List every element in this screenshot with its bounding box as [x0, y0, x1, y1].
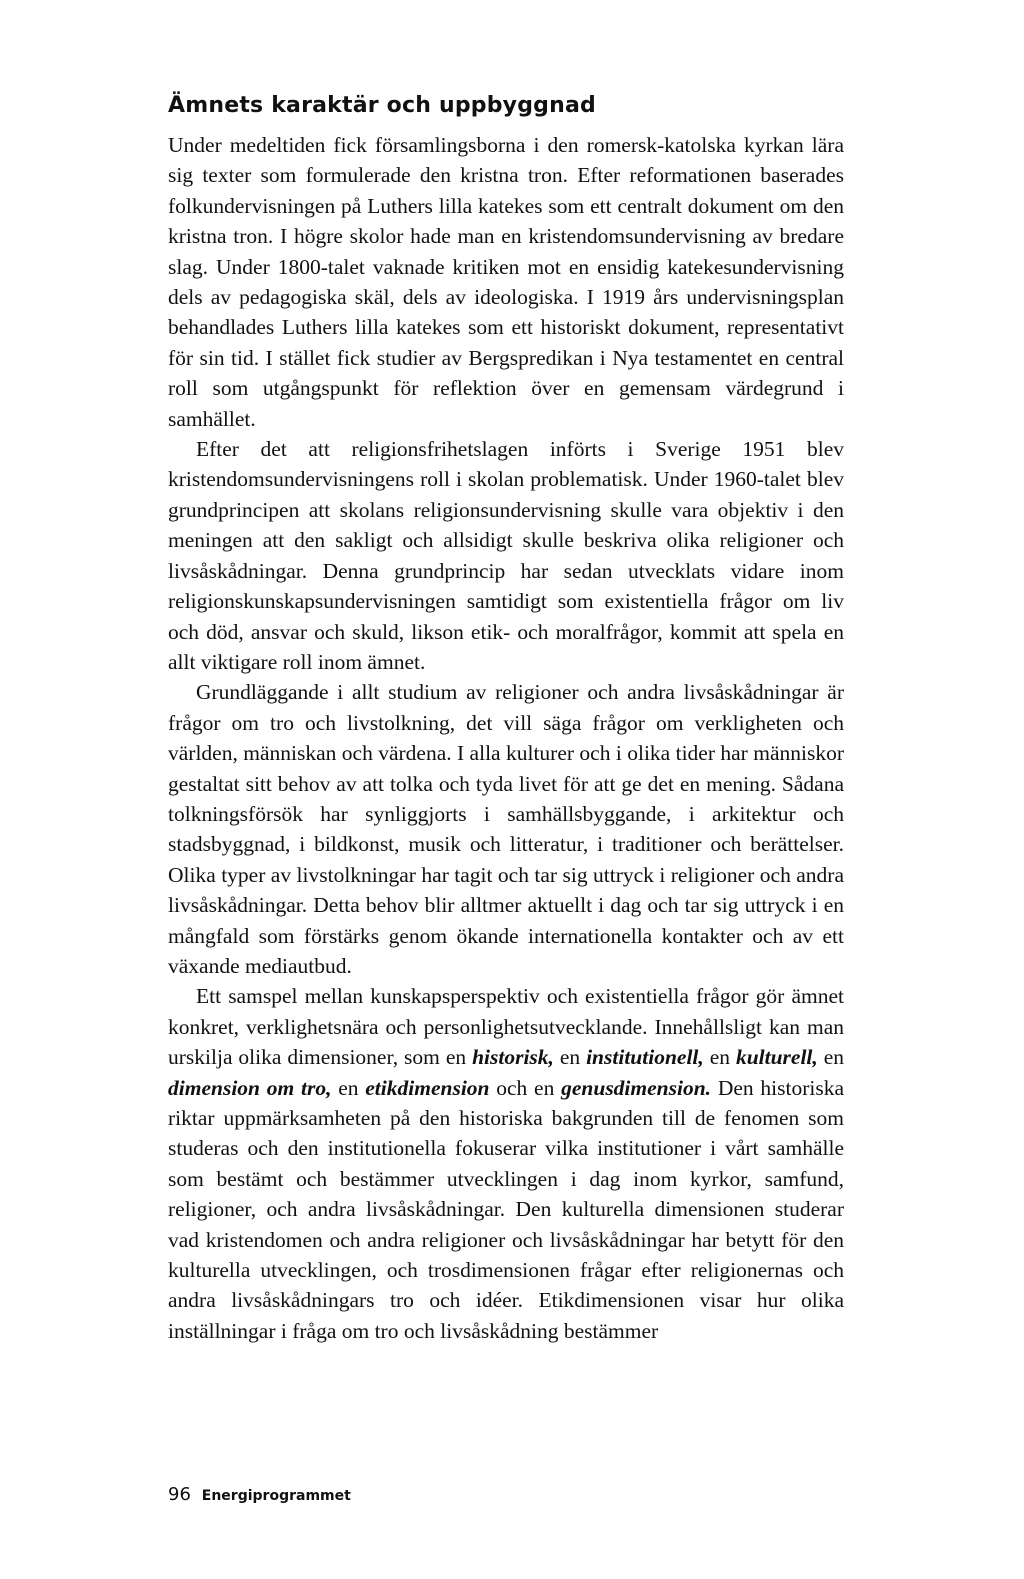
paragraph-1: Under medeltiden fick församlingsborna i den romersk-katolska kyrkan lära sig texter som formulerade den kristna tron. Efter reformationen baserades folkundervisningen på Luthers lilla katekes som ett centralt dokument om den kristna tron. I högre skolor hade man en kristendomsundervisning av bredare slag. Under 1800-talet vaknade kritiken mot en ensidig katekesundervisning dels av pedagogiska skäl, dels av ideologiska. I 1919 års undervisningsplan behandlades Luthers lilla katekes som ett historiskt dokument, representativt för sin tid. I stället fick studier av Bergspredikan i Nya testamentet en central roll som utgångspunkt för reflektion över en gemensam värdegrund i samhället.: [168, 133, 844, 431]
term-institutionell: institutionell,: [586, 1045, 704, 1070]
paragraph-2: Efter det att religionsfrihetslagen införts i Sverige 1951 blev kristendomsundervisningens roll i skolan problematisk. Under 1960-talet blev grundprincipen att skolans religionsundervisning skulle vara objektiv i den meningen att den sakligt och allsidigt skulle beskriva olika religioner och livsåskådningar. Denna grundprincip har sedan utvecklats vidare inom religionskunskapsundervisningen samtidigt som existentiella frågor om liv och död, ansvar och skuld, likson etik- och moralfrågor, kommit att spela en allt viktigare roll inom ämnet.: [168, 437, 844, 674]
paragraph-4-text: och en: [489, 1075, 562, 1100]
paragraph-4-text: en: [553, 1045, 587, 1070]
section-heading: Ämnets karaktär och uppbyggnad: [168, 93, 596, 118]
paragraph-4-text: Ett samspel mellan kunskapsperspektiv och existentiella frågor gör ämnet konkret, verklighetsnära och personlighetsutvecklande. Innehållsligt kan man urskilja olika dimensioner, som en: [168, 984, 844, 1070]
page-number: 96: [168, 1484, 191, 1505]
paragraph-4: [168, 981, 844, 1346]
page-footer: [168, 1484, 351, 1505]
page-content: [168, 88, 844, 1346]
paragraph-4-text: en: [817, 1045, 845, 1070]
paragraph-3: Grundläggande i allt studium av religioner och andra livsåskådningar är frågor om tro och livstolkning, det vill säga frågor om verkligheten och världen, människan och värdena. I alla kulturer och i olika tider har människor gestaltat sitt behov av att tolka och tyda livet för att ge det en mening. Sådana tolkningsförsök har synliggjorts i samhällsbyggande, i arkitektur och stadsbyggnad, i bildkonst, musik och litteratur, i traditioner och berättelser. Olika typer av livstolkningar har tagit och tar sig uttryck i religioner och andra livsåskådningar. Detta behov blir alltmer aktuellt i dag och tar sig uttryck i en mångfald som förstärks genom ökande internationella kontakter och av ett växande mediautbud.: [168, 680, 844, 978]
paragraph-4-text: en: [331, 1075, 366, 1100]
paragraph-4-text: Den historiska riktar uppmärksamheten på den historiska bakgrunden till de fenomen som studeras och den institutionella fokuserar vilka institutioner i vårt samhälle som bestämt och bestämmer utvecklingen i dag inom kyrkor, samfund, religioner, och andra livsåskådningar. Den kulturella dimensionen studerar vad kristendomen och andra religioner och livsåskådningar har betytt för den kulturella utvecklingen, och trosdimensionen frågar efter religionernas och andra livsåskådningars tro och idéer. Etikdimensionen visar hur olika inställningar i fråga om tro och livsåskådning bestämmer: [168, 1075, 844, 1343]
footer-title: Energiprogrammet: [201, 1488, 351, 1504]
term-kulturell: kulturell,: [735, 1045, 818, 1070]
term-genusdimension: genusdimension.: [561, 1075, 712, 1100]
paragraph-4-text: en: [703, 1045, 736, 1070]
term-etikdimension: etikdimension: [365, 1075, 490, 1100]
term-dimension-om-tro: dimension om tro,: [168, 1075, 332, 1100]
term-historisk: historisk,: [472, 1045, 554, 1070]
